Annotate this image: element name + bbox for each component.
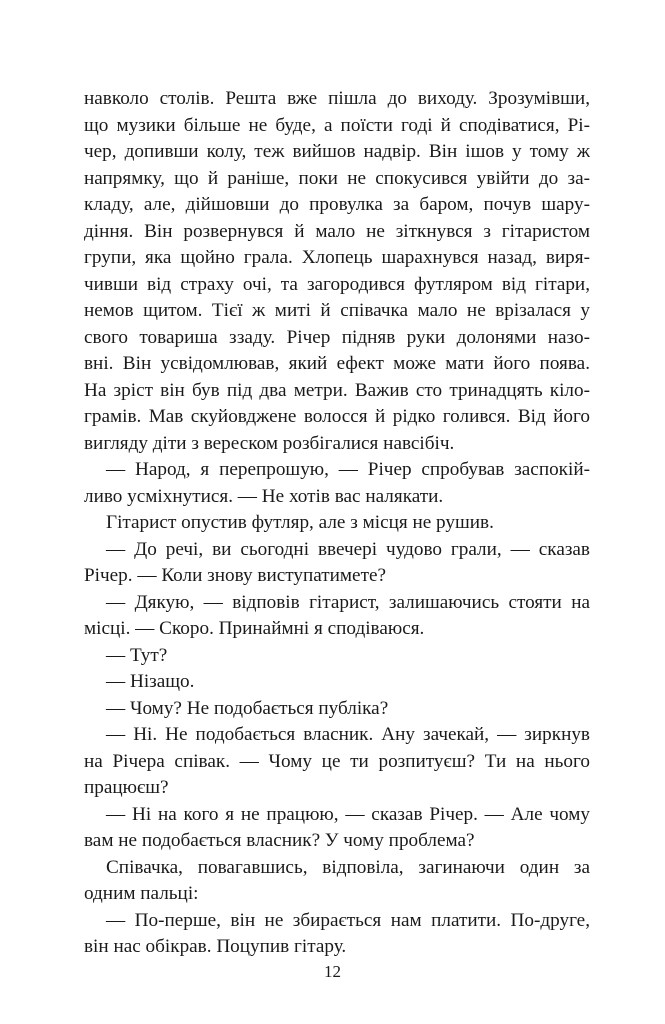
text-line: — Чому? Не подобається публіка? bbox=[106, 697, 389, 719]
text-line: немов щитом. Тієї ж миті й співачка мало не врізалася у bbox=[84, 300, 590, 321]
text-line: грамів. Мав скуйовджене волосся й рідко голився. Від його bbox=[84, 406, 590, 427]
text-line: кладу, але, дійшовши до провулка за баром, почув шару- bbox=[84, 194, 590, 215]
text-line: Співачка, повагавшись, відповіла, загинаючи один за bbox=[106, 856, 590, 878]
text-line: свого товариша ззаду. Річер підняв руки долонями назо- bbox=[84, 326, 590, 348]
text-line: вам не подобається власник? У чому проблема? bbox=[84, 830, 475, 851]
text-line: що музики більше не буде, а поїсти годі й сподіватися, Рі- bbox=[84, 114, 590, 136]
book-page-text bbox=[84, 86, 590, 961]
text-line: він нас обікрав. Поцупив гітару. bbox=[84, 936, 347, 957]
text-line: — Тут? bbox=[106, 644, 168, 666]
text-line: чивши від страху очі, та загородився футляром від гітари, bbox=[84, 273, 590, 295]
page-number: 12 bbox=[324, 962, 341, 981]
text-line: діння. Він розвернувся й мало не зіткнувся з гітаристом bbox=[84, 220, 590, 242]
text-line: групи, яка щойно грала. Хлопець шарахнувся назад, виря- bbox=[84, 247, 590, 268]
text-line: чер, допивши колу, теж вийшов надвір. Він ішов у тому ж bbox=[84, 141, 590, 162]
text-line: — До речі, ви сьогодні ввечері чудово грали, — сказав bbox=[106, 538, 590, 560]
text-line: працюєш? bbox=[84, 777, 169, 798]
text-line: ливо усміхнутися. — Не хотів вас налякати. bbox=[84, 485, 444, 507]
text-line: — Ні на кого я не працюю, — сказав Річер. — Але чому bbox=[106, 803, 590, 825]
text-line: На зріст він був під два метри. Важив сто тринадцять кіло- bbox=[84, 379, 590, 401]
text-line: навколо столів. Решта вже пішла до виходу. Зрозумівши, bbox=[84, 88, 590, 109]
text-line: на Річера співак. — Чому це ти розпитуєш? Ти на нього bbox=[84, 750, 590, 772]
text-line: місці. — Скоро. Принаймні я сподіваюся. bbox=[84, 618, 425, 639]
text-line: напрямку, що й раніше, поки не спокусився увійти до за- bbox=[84, 167, 590, 189]
text-line: — Нізащо. bbox=[106, 671, 195, 692]
text-line: одним пальці: bbox=[84, 883, 199, 904]
text-line: — Ні. Не подобається власник. Ану зачекай, — зиркнув bbox=[106, 724, 590, 745]
text-line: — Народ, я перепрошую, — Річер спробував заспокій- bbox=[106, 459, 590, 480]
text-line: — По-перше, він не збирається нам платити. По-друге, bbox=[106, 909, 590, 931]
text-line: вигляду діти з вереском розбігалися навсібіч. bbox=[84, 432, 455, 454]
text-line: Гітарист опустив футляр, але з місця не рушив. bbox=[106, 512, 494, 533]
text-line: Річер. — Коли знову виступатимете? bbox=[84, 565, 386, 586]
text-line: вні. Він усвідомлював, який ефект може мати його поява. bbox=[84, 353, 590, 374]
text-line: — Дякую, — відповів гітарист, залишаючись стояти на bbox=[106, 591, 590, 613]
